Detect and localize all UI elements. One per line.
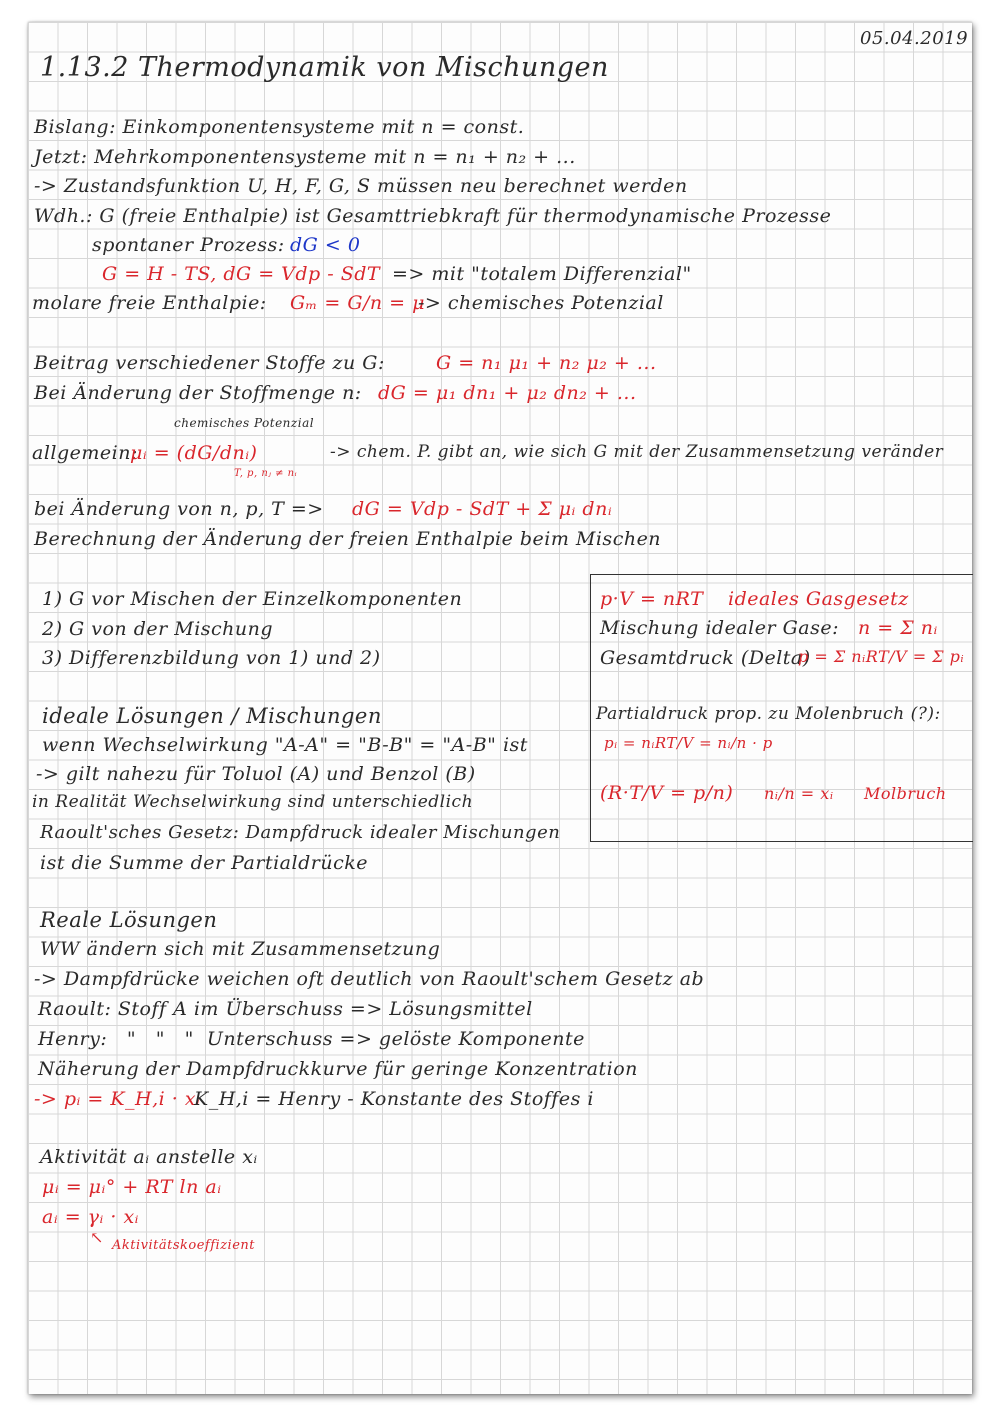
intro-jetzt: Jetzt: Mehrkomponentensysteme mit n = n₁ + n₂ + ... (34, 146, 576, 168)
aktiv-formula-1: μᵢ = μᵢ° + RT ln aᵢ (42, 1176, 222, 1198)
notebook-page (28, 22, 972, 1394)
box-ratio-formula: (R·T/V = p/n) (600, 782, 734, 804)
aenderung-stoffmenge-formula: dG = μ₁ dn₁ + μ₂ dn₂ + ... (378, 382, 637, 404)
intro-zustand: -> Zustandsfunktion U, H, F, G, S müssen neu berechnet werden (34, 175, 688, 197)
real-title: Reale Lösungen (40, 908, 218, 932)
box-gesamt-formula: p = Σ nᵢRT/V = Σ pᵢ (798, 647, 965, 666)
aktiv-title: Aktivität aᵢ anstelle xᵢ (40, 1146, 258, 1168)
arrow-up-icon: ↖ (90, 1228, 104, 1247)
step-2: 2) G von der Mischung (42, 618, 274, 640)
section-title: Thermodynamik von Mischungen (138, 52, 609, 83)
box-mischung-label: Mischung idealer Gase: (600, 617, 839, 639)
box-ideal-label: ideales Gasgesetz (728, 588, 909, 610)
beitrag-label: Beitrag verschiedener Stoffe zu G: (34, 352, 385, 374)
aenderung-label: bei Änderung von n, p, T => (34, 498, 324, 520)
box-molbruch-formula: nᵢ/n = xᵢ (764, 784, 834, 803)
spontan-label: spontaner Prozess: (92, 234, 285, 256)
henry-formula: -> pᵢ = K_H,i · xᵢ (34, 1088, 201, 1110)
intro-wdh: Wdh.: G (freie Enthalpie) ist Gesamttriebkraft für thermodynamische Prozesse (34, 205, 832, 227)
beitrag-formula: G = n₁ μ₁ + n₂ μ₂ + ... (436, 352, 657, 374)
allgemein-subscript: T, p, nⱼ ≠ nᵢ (234, 468, 298, 479)
ideal-line-2: -> gilt nahezu für Toluol (A) und Benzol (B) (36, 763, 476, 785)
chem-potenzial-annotation: chemisches Potenzial (174, 416, 315, 430)
allgemein-label: allgemein: (32, 442, 138, 464)
spontan-formula: dG < 0 (290, 234, 361, 256)
henry-suffix: K_H,i = Henry - Konstante des Stoffes i (194, 1088, 594, 1110)
real-line-5: Näherung der Dampfdruckkurve für geringe Konzentration (38, 1058, 638, 1080)
ideal-line-4: Raoult'sches Gesetz: Dampfdruck idealer Mischungen (40, 822, 561, 843)
aktiv-annotation: Aktivitätskoeffizient (112, 1238, 255, 1253)
molar-formula: Gₘ = G/n = μ (290, 292, 425, 314)
box-partial-label: Partialdruck prop. zu Molenbruch (?): (596, 704, 941, 724)
real-line-2: -> Dampfdrücke weichen oft deutlich von Raoult'schem Gesetz ab (34, 968, 705, 990)
aenderung-formula: dG = Vdp - SdT + Σ μᵢ dnᵢ (352, 498, 613, 520)
box-gesamt-label: Gesamtdruck (Delta) (600, 647, 811, 669)
section-number: 1.13.2 (40, 52, 129, 83)
box-mischung-formula: n = Σ nᵢ (858, 617, 938, 639)
allgemein-suffix: -> chem. P. gibt an, wie sich G mit der Zusammensetzung veränder (330, 442, 944, 462)
step-3: 3) Differenzbildung von 1) und 2) (42, 647, 381, 669)
real-line-3: Raoult: Stoff A im Überschuss => Lösungsmittel (38, 998, 533, 1020)
step-1: 1) G vor Mischen der Einzelkomponenten (42, 588, 463, 610)
aenderung-stoffmenge-label: Bei Änderung der Stoffmenge n: (34, 382, 362, 404)
molar-label: molare freie Enthalpie: (32, 292, 267, 314)
berechnung-line: Berechnung der Änderung der freien Enthalpie beim Mischen (34, 528, 662, 550)
ideal-line-1: wenn Wechselwirkung "A-A" = "B-B" = "A-B" ist (42, 734, 528, 756)
box-molbruch-label: Molbruch (864, 784, 947, 803)
real-line-4: Henry: " " " Unterschuss => gelöste Komponente (38, 1028, 585, 1050)
g-formula-suffix: => mit "totalem Differenzial" (392, 263, 692, 285)
molar-suffix: -> chemisches Potenzial (418, 292, 664, 314)
box-partial-formula: pᵢ = nᵢRT/V = nᵢ/n · p (604, 734, 773, 752)
date: 05.04.2019 (860, 28, 969, 49)
aktiv-formula-2: aᵢ = γᵢ · xᵢ (42, 1206, 139, 1228)
g-formula: G = H - TS, dG = Vdp - SdT (102, 263, 381, 285)
box-ideal-formula: p·V = nRT (600, 588, 704, 610)
allgemein-formula: μᵢ = (dG/dnᵢ) (130, 442, 258, 464)
ideal-line-5: ist die Summe der Partialdrücke (40, 852, 368, 874)
intro-bislang: Bislang: Einkomponentensysteme mit n = const. (34, 116, 525, 138)
real-line-1: WW ändern sich mit Zusammensetzung (40, 938, 441, 960)
ideal-line-3: in Realität Wechselwirkung sind unterschiedlich (32, 792, 474, 812)
ideal-title: ideale Lösungen / Mischungen (42, 704, 382, 728)
